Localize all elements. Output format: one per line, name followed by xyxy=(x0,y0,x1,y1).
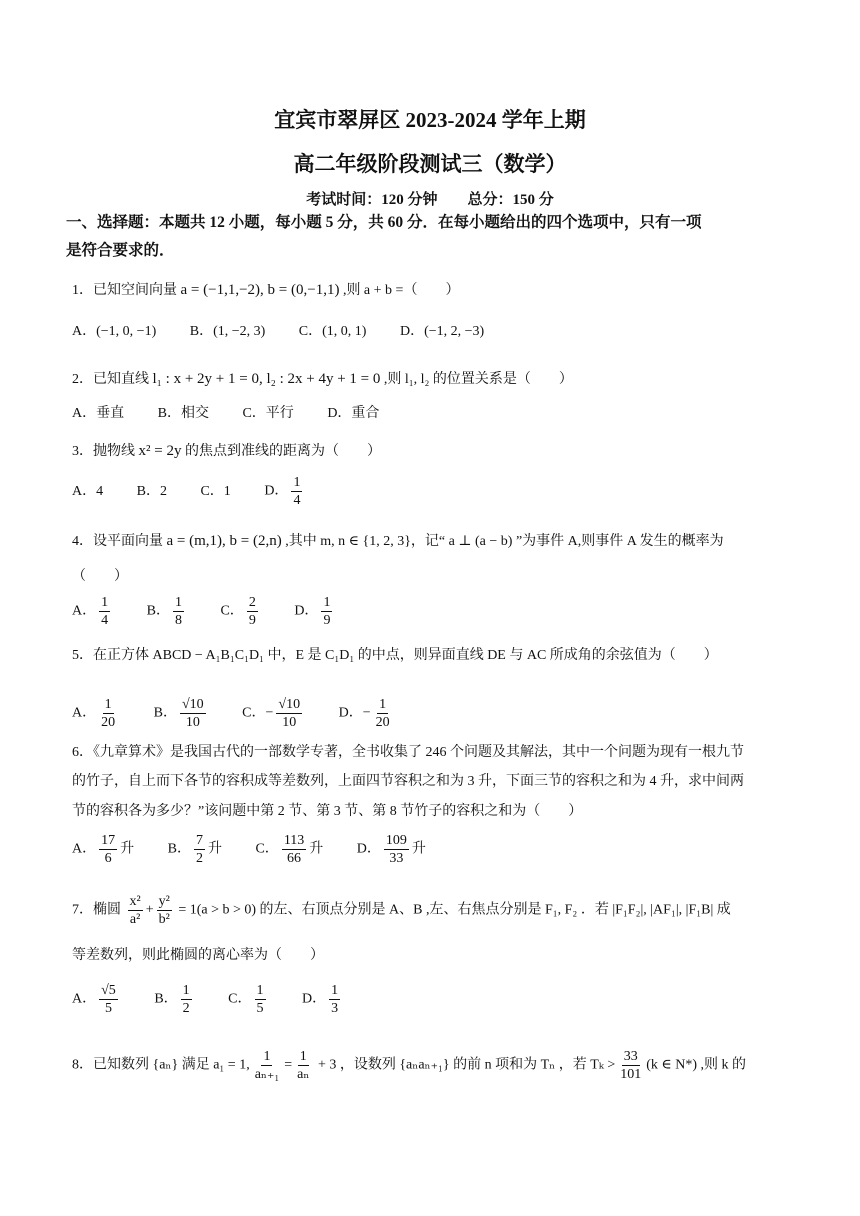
option-label: D． xyxy=(294,603,319,619)
question-6-line3: 节的容积各为多少？”该问题中第 2 节、第 3 节、第 8 节竹子的容积之和为（ ） xyxy=(72,804,583,819)
option-fraction xyxy=(384,832,409,867)
q7-option-c[interactable] xyxy=(228,982,268,1017)
unit-label: 升 xyxy=(120,841,135,857)
fraction-denominator: 9 xyxy=(248,613,256,628)
option-label: A． xyxy=(72,841,97,857)
q3-option-d[interactable] xyxy=(264,474,305,509)
fraction-numerator: y² xyxy=(158,894,170,909)
question-6-options xyxy=(72,832,456,867)
fraction-numerator: 109 xyxy=(385,833,407,848)
q4-option-d[interactable] xyxy=(294,594,335,629)
q1-option-a[interactable]: A．(−1, 0, −1) xyxy=(72,324,157,339)
fraction-numerator: √5 xyxy=(101,983,116,998)
exam-subtitle: 高二年级阶段测试三（数学） xyxy=(293,152,567,176)
fraction-denominator: 10 xyxy=(282,715,297,730)
fraction-denominator: 6 xyxy=(104,851,112,866)
q3-option-a[interactable]: A．4 xyxy=(72,483,104,499)
fraction-numerator: 1 xyxy=(299,1049,307,1064)
question-7-line2: 等差数列，则此椭圆的离心率为（ ） xyxy=(72,948,324,963)
question-6-line1: 6．《九章算术》是我国古代的一部数学专著，全书收集了 246 个问题及其解法，其中一个问题为现有一根九节 xyxy=(72,745,744,760)
q3-option-b[interactable]: B．2 xyxy=(136,483,167,499)
fraction-numerator: 33 xyxy=(623,1049,638,1064)
fraction-denominator: 4 xyxy=(293,493,301,508)
q5-option-a[interactable] xyxy=(72,696,120,731)
option-fraction xyxy=(321,594,332,629)
fraction-numerator: 1 xyxy=(331,983,339,998)
option-label: C． xyxy=(228,991,252,1007)
q1-text-pre: 1．已知空间向量 xyxy=(72,283,181,298)
option-label: D．− xyxy=(338,705,371,721)
exam-title: 宜宾市翠屏区 2023-2024 学年上期 xyxy=(274,108,586,132)
option-label: D． xyxy=(302,991,327,1007)
q4-option-b[interactable] xyxy=(147,594,187,629)
exam-info: 考试时间：120 分钟 总分：150 分 xyxy=(306,192,554,208)
q2-option-a[interactable]: A．垂直 xyxy=(72,406,125,421)
question-4-stem xyxy=(72,531,724,552)
fraction-numerator: √10 xyxy=(181,697,204,712)
option-label: A． xyxy=(72,991,97,1007)
q8-text-pre: 8．已知数列 {aₙ} 满足 a₁ = 1, xyxy=(72,1057,250,1073)
fraction-numerator: x² xyxy=(129,894,141,909)
q8-text-post: (k ∈ N*) ,则 k 的 xyxy=(646,1057,747,1073)
question-5-options xyxy=(72,696,425,731)
fraction-denominator: 4 xyxy=(101,613,109,628)
q3-math: x² = 2y xyxy=(138,443,182,459)
fraction-denominator: a² xyxy=(129,912,141,927)
fraction-denominator: 33 xyxy=(389,851,404,866)
q2-text-pre: 2．已知直线 xyxy=(72,372,153,387)
option-fraction xyxy=(99,982,118,1017)
q3-option-c[interactable]: C．1 xyxy=(200,483,231,499)
q2-text-post: ,则 l₁, l₂ 的位置关系是（ ） xyxy=(380,372,573,387)
option-fraction xyxy=(173,594,184,629)
fraction-numerator: 1 xyxy=(101,595,109,610)
section-heading-line2: 是符合要求的． xyxy=(66,242,175,259)
q8-text-mid: + 3 ，设数列 {aₙaₙ₊₁} 的前 n 项和为 Tₙ ，若 Tₖ > xyxy=(314,1057,616,1073)
fraction-numerator: 1 xyxy=(263,1049,271,1064)
question-3-options xyxy=(72,474,305,509)
q3-text-post: 的焦点到准线的距离为（ ） xyxy=(181,444,381,459)
q1-option-d[interactable]: D．(−1, 2, −3) xyxy=(399,324,485,339)
question-5-stem: 5．在正方体 ABCD − A₁B₁C₁D₁ 中，E 是 C₁D₁ 的中点，则异面直线 DE 与 AC 所成角的余弦值为（ ） xyxy=(72,648,718,663)
q5-option-b[interactable] xyxy=(154,696,209,731)
option-label: C． xyxy=(220,603,244,619)
question-6-line2: 的竹子，自上而下各节的容积成等差数列，上面四节容积之和为 3 升，下面三节的容积之和为 4 升，求中间两 xyxy=(72,774,744,789)
question-4-options xyxy=(72,594,365,629)
option-label: C．− xyxy=(242,705,274,721)
fraction-denominator: aₙ xyxy=(297,1067,310,1082)
fraction-denominator: 10 xyxy=(185,715,200,730)
q6-option-d[interactable] xyxy=(357,832,426,867)
fraction-denominator: 20 xyxy=(375,715,390,730)
fraction-numerator: √10 xyxy=(278,697,301,712)
fraction-denominator: 9 xyxy=(323,613,331,628)
option-fraction xyxy=(181,982,192,1017)
option-fraction xyxy=(99,696,117,731)
fraction-numerator: 1 xyxy=(379,697,387,712)
fraction-denominator: 5 xyxy=(256,1001,264,1016)
fraction-numerator: 7 xyxy=(195,833,203,848)
q8-fraction-b xyxy=(295,1048,311,1083)
q1-option-b[interactable]: B．(1, −2, 3) xyxy=(189,324,266,339)
question-8-stem: 8．已知数列 {aₙ} 满足 a₁ = 1, $\frac{1}{\text{aₙ₊₁}}$ = $\frac{1}{\text{aₙ}}$ + 3 ，设数列 {aₙaₙ₊₁} 的前 n 项和为 Tₙ ，若 Tₖ > $\frac{33}{101}$ (k ∈ N*) ,则 k 的 xyxy=(72,1049,747,1082)
q4-math: a = (m,1), b = (2,n) xyxy=(166,533,282,549)
option-label: B． xyxy=(153,705,177,721)
fraction-denominator: 66 xyxy=(287,851,302,866)
question-3-stem xyxy=(72,441,381,462)
option-label: A． xyxy=(72,603,97,619)
q6-option-c[interactable] xyxy=(255,832,323,867)
fraction-denominator: aₙ₊₁ xyxy=(254,1067,280,1082)
q7-text-mid: = 1(a > b > 0) 的左、右顶点分别是 A、B ,左、右焦点分别是 F₁, F₂ ．若 |F₁F₂|, |AF₁|, |F₁B| 成 xyxy=(174,902,731,918)
fraction-numerator: 1 xyxy=(182,983,190,998)
option-fraction xyxy=(180,696,206,731)
q1-math: a = (−1,1,−2), b = (0,−1,1) xyxy=(180,282,340,298)
q8-fraction-c xyxy=(618,1048,643,1083)
fraction-denominator: 5 xyxy=(104,1001,112,1016)
fraction-numerator: 1 xyxy=(104,697,112,712)
option-fraction xyxy=(247,594,258,629)
option-fraction xyxy=(329,982,340,1017)
fraction-denominator: 20 xyxy=(101,715,116,730)
question-2-stem xyxy=(72,369,573,390)
q4-option-a[interactable] xyxy=(72,594,113,629)
option-fraction xyxy=(276,696,302,731)
fraction-denominator: 8 xyxy=(174,613,182,628)
q7-option-d[interactable] xyxy=(302,982,343,1017)
q7-option-b[interactable] xyxy=(154,982,194,1017)
option-fraction xyxy=(374,696,392,731)
q4-text-mid: ,其中 m, n ∈ {1, 2, 3}，记“ a ⊥ (a − b) ”为事件 A,则事件 A 发生的概率为 xyxy=(281,534,724,549)
question-1-stem xyxy=(72,280,459,301)
fraction-numerator: 2 xyxy=(248,595,256,610)
q2-math: l₁ : x + 2y + 1 = 0, l₂ : 2x + 4y + 1 = 0 xyxy=(152,371,381,387)
q1-text-post: ,则 a + b =（ ） xyxy=(339,283,460,298)
q5-option-c[interactable] xyxy=(242,696,305,731)
fraction-numerator: 1 xyxy=(256,983,264,998)
option-label: B． xyxy=(154,991,178,1007)
fraction-denominator: 2 xyxy=(182,1001,190,1016)
q2-option-b[interactable]: B．相交 xyxy=(157,406,209,421)
q5-option-d[interactable] xyxy=(339,696,395,731)
fraction-numerator: 1 xyxy=(293,475,301,490)
q8-fraction-a xyxy=(253,1048,282,1083)
question-1-options xyxy=(72,322,514,342)
q4-option-c[interactable] xyxy=(220,594,260,629)
q6-option-a[interactable] xyxy=(72,832,134,867)
question-7-stem: 7．椭圆 $\frac{\text{x²}}{\text{a²}}$ + $\frac{\text{y²}}{\text{b²}}$ = 1(a > b > 0) 的左、右顶点分别是 A、B ,左、右焦点分别是 F₁, F₂ ．若 |F₁F₂|, |AF₁|, |F₁B| 成 xyxy=(72,894,731,927)
fraction-denominator: 3 xyxy=(331,1001,339,1016)
option-fraction xyxy=(255,982,266,1017)
unit-label: 升 xyxy=(207,841,222,857)
fraction-numerator: 1 xyxy=(323,595,331,610)
fraction-numerator: 1 xyxy=(174,595,182,610)
section-heading-line1: 一、选择题：本题共 12 小题，每小题 5 分，共 60 分．在每小题给出的四个选项中，只有一项 xyxy=(66,214,702,231)
option-fraction xyxy=(194,832,205,867)
q6-option-b[interactable] xyxy=(168,832,222,867)
q1-option-c[interactable]: C．(1, 0, 1) xyxy=(298,324,367,339)
unit-label: 升 xyxy=(309,841,324,857)
option-fraction xyxy=(99,832,117,867)
q4-text-pre: 4．设平面向量 xyxy=(72,534,167,549)
fraction-denominator: b² xyxy=(158,912,170,927)
q3-option-d-label: D． xyxy=(264,483,289,499)
option-fraction xyxy=(99,594,110,629)
question-2-options xyxy=(72,404,409,424)
option-label: B． xyxy=(167,841,191,857)
q7-text-pre: 7．椭圆 xyxy=(72,902,125,918)
q2-option-c[interactable]: C．平行 xyxy=(242,406,294,421)
q7-fraction-x xyxy=(128,893,143,928)
question-7-options xyxy=(72,982,373,1017)
q7-fraction-y xyxy=(157,893,172,928)
q7-option-a[interactable] xyxy=(72,982,121,1017)
unit-label: 升 xyxy=(411,841,426,857)
fraction-numerator: 17 xyxy=(101,833,116,848)
option-fraction xyxy=(282,832,306,867)
q3-text-pre: 3．抛物线 xyxy=(72,444,139,459)
option-label: D． xyxy=(356,841,381,857)
option-label: A． xyxy=(72,705,97,721)
fraction-denominator: 2 xyxy=(195,851,203,866)
fraction-numerator: 113 xyxy=(283,833,305,848)
q2-option-d[interactable]: D．重合 xyxy=(327,406,380,421)
option-label: C． xyxy=(255,841,279,857)
fraction-denominator: 101 xyxy=(620,1067,642,1082)
q3-option-d-fraction xyxy=(291,474,302,509)
option-label: B． xyxy=(146,603,170,619)
question-4-stem-cont: （ ） xyxy=(72,569,128,584)
